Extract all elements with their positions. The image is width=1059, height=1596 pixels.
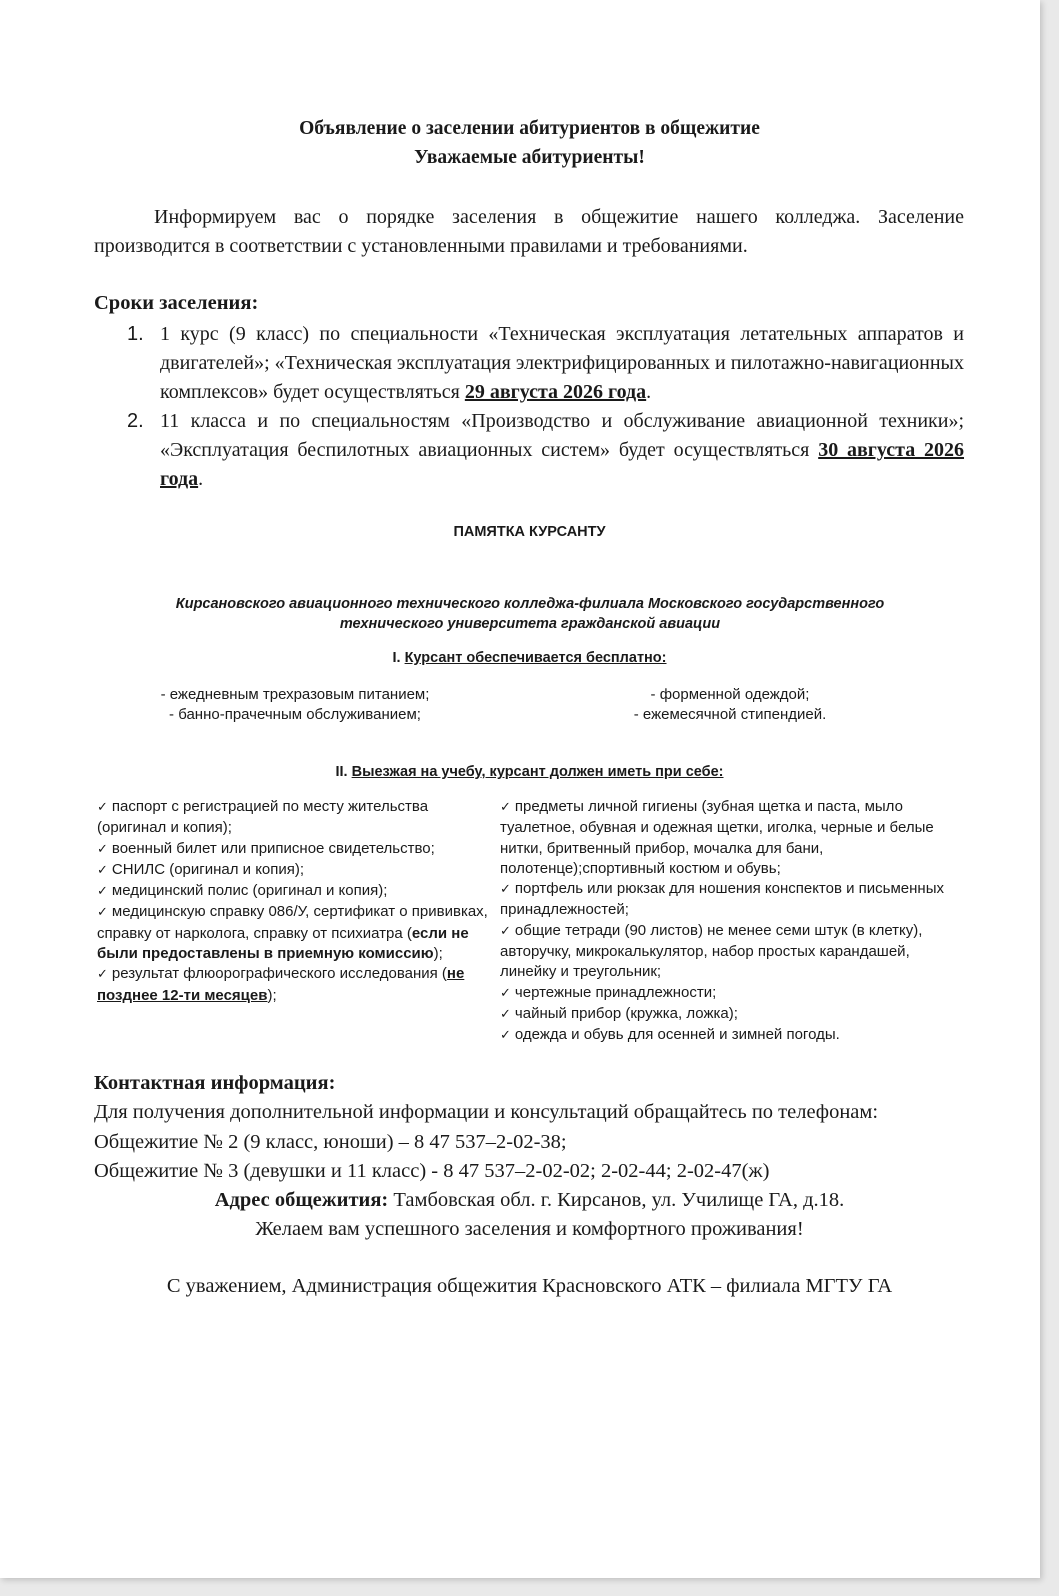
check-icon: ✓ bbox=[97, 800, 108, 815]
list-item bbox=[97, 881, 489, 902]
schedule-heading: Сроки заселения: bbox=[94, 292, 259, 314]
list-item-text: чертежные принадлежности; bbox=[514, 983, 717, 1001]
contact-dorm-3: Общежитие № 3 (девушки и 11 класс) - 8 47 537–2-02-02; 2-02-44; 2-02-47(ж) bbox=[94, 1160, 770, 1182]
schedule-item-1 bbox=[160, 320, 964, 407]
list-item bbox=[500, 879, 960, 921]
contact-intro: Для получения дополнительной информации и консультаций обращайтесь по телефонам: bbox=[94, 1101, 879, 1123]
dorm-address-label: Адрес общежития: bbox=[214, 1189, 389, 1211]
free-item-laundry: - банно-прачечным обслуживанием; bbox=[169, 706, 421, 724]
section-number: I. bbox=[392, 650, 401, 666]
list-item bbox=[500, 921, 960, 983]
contact-dorm-2: Общежитие № 2 (9 класс, юноши) – 8 47 537–2-02-38; bbox=[94, 1130, 567, 1153]
check-icon: ✓ bbox=[97, 967, 108, 983]
list-item bbox=[97, 839, 489, 860]
signature: С уважением, Администрация общежития Красновского АТК – филиала МГТУ ГА bbox=[166, 1275, 893, 1297]
check-icon: ✓ bbox=[500, 923, 511, 939]
schedule-item-2-tail: . bbox=[198, 468, 204, 490]
greeting: Уважаемые абитуриенты! bbox=[414, 147, 645, 168]
bring-items-heading bbox=[0, 764, 1040, 780]
list-item-text: военный билет или приписное свидетельство; bbox=[111, 839, 435, 857]
free-provision-heading bbox=[0, 650, 1040, 666]
contact-block bbox=[94, 1098, 994, 1187]
list-item bbox=[500, 1025, 960, 1046]
list-item bbox=[97, 964, 489, 1006]
list-item-text: медицинскую справку 086/У, сертификат о прививках, справку от нарколога, справку от психиатра ( bbox=[97, 903, 488, 942]
check-icon: ✓ bbox=[500, 985, 511, 1001]
check-icon: ✓ bbox=[500, 1006, 511, 1022]
schedule-item-1-date: 29 августа 2026 года bbox=[464, 381, 647, 403]
list-item-text: предметы личной гигиены (зубная щетка и паста, мыло туалетное, обувная и одежная щетки, иголка, черные и белые нитки, бритвенный прибор, мочалка для бани, полотенце);спортивный костюм и обувь; bbox=[500, 798, 934, 877]
check-icon: ✓ bbox=[97, 905, 108, 921]
list-item-text: ); bbox=[433, 945, 443, 963]
list-item-emphasis: если не были предоставлены в приемную комиссию bbox=[97, 924, 469, 963]
list-item-text: одежда и обувь для осенней и зимней погоды. bbox=[514, 1026, 840, 1044]
schedule-item-2 bbox=[160, 407, 964, 494]
free-item-stipend: - ежемесячной стипендией. bbox=[633, 706, 827, 724]
free-provision-left bbox=[120, 685, 470, 726]
schedule-item-2-text: 11 класса и по специальностям «Производство и обслуживание авиационной техники»; «Эксплуатация беспилотных авиационных систем» будет осуществляться bbox=[160, 410, 964, 461]
closing-wish: Желаем вам успешного заселения и комфортного проживания! bbox=[255, 1218, 804, 1240]
check-icon: ✓ bbox=[500, 800, 511, 815]
schedule-item-number: 2. bbox=[127, 410, 144, 432]
dorm-address bbox=[0, 1186, 1040, 1216]
check-icon: ✓ bbox=[500, 1028, 511, 1044]
check-icon: ✓ bbox=[500, 882, 511, 898]
check-icon: ✓ bbox=[97, 841, 108, 857]
list-item-text: медицинский полис (оригинал и копия); bbox=[111, 882, 388, 900]
free-provision-heading-text: Курсант обеспечивается бесплатно: bbox=[404, 650, 667, 666]
list-item bbox=[97, 860, 489, 881]
list-item-text: паспорт с регистрацией по месту жительства (оригинал и копия); bbox=[97, 798, 429, 837]
section-number: II. bbox=[335, 764, 348, 780]
schedule-item-1-text: 1 курс (9 класс) по специальности «Техническая эксплуатация летательных аппаратов и двигателей»; «Техническая эксплуатация электрифицированных и пилотажно-навигационных комплексов» будет осуществляться bbox=[160, 323, 964, 403]
bring-list-left bbox=[97, 797, 489, 1006]
list-item-text: общие тетради (90 листов) не менее семи штук (в клетку), авторучку, микрокалькулятор, набор простых карандашей, линейку и треугольник; bbox=[500, 921, 923, 981]
bring-list-right bbox=[500, 797, 960, 1047]
list-item-text: ); bbox=[267, 986, 277, 1004]
list-item-text: результат флюорографического исследования ( bbox=[111, 965, 447, 983]
list-item-text: СНИЛС (оригинал и копия); bbox=[111, 860, 305, 878]
announcement-title: Объявление о заселении абитуриентов в общежитие bbox=[299, 118, 760, 139]
list-item bbox=[500, 797, 960, 879]
list-item bbox=[500, 1004, 960, 1025]
bring-items-heading-text: Выезжая на учебу, курсант должен иметь при себе: bbox=[351, 764, 724, 780]
list-item-text: портфель или рюкзак для ношения конспектов и письменных принадлежностей; bbox=[500, 880, 944, 919]
list-item bbox=[500, 983, 960, 1004]
check-icon: ✓ bbox=[97, 862, 108, 878]
dorm-address-value: Тамбовская обл. г. Кирсанов, ул. Училище ГА, д.18. bbox=[393, 1189, 845, 1211]
memo-organization: Кирсановского авиационного технического колледжа-филиала Московского государственного технического университета гражданской авиации bbox=[175, 596, 885, 632]
schedule-item-2-date: 30 августа 2026 года bbox=[160, 439, 965, 490]
memo-heading: ПАМЯТКА КУРСАНТУ bbox=[453, 524, 606, 540]
free-provision-right bbox=[560, 685, 900, 726]
list-item-text: чайный прибор (кружка, ложка); bbox=[514, 1004, 738, 1022]
contact-heading: Контактная информация: bbox=[94, 1072, 336, 1094]
list-item bbox=[97, 797, 489, 839]
schedule-item-1-tail: . bbox=[646, 381, 652, 403]
schedule-item-number: 1. bbox=[127, 323, 144, 345]
check-icon: ✓ bbox=[97, 884, 108, 900]
free-item-uniform: - форменной одеждой; bbox=[650, 686, 810, 703]
list-item bbox=[97, 902, 489, 964]
list-item-emphasis: не позднее 12-ти месяцев bbox=[97, 965, 465, 1004]
intro-paragraph: Информируем вас о порядке заселения в общежитие нашего колледжа. Заселение производится в соответствии с установленными правилами и требованиями. bbox=[94, 206, 964, 257]
free-item-meals: - ежедневным трехразовым питанием; bbox=[160, 686, 430, 703]
